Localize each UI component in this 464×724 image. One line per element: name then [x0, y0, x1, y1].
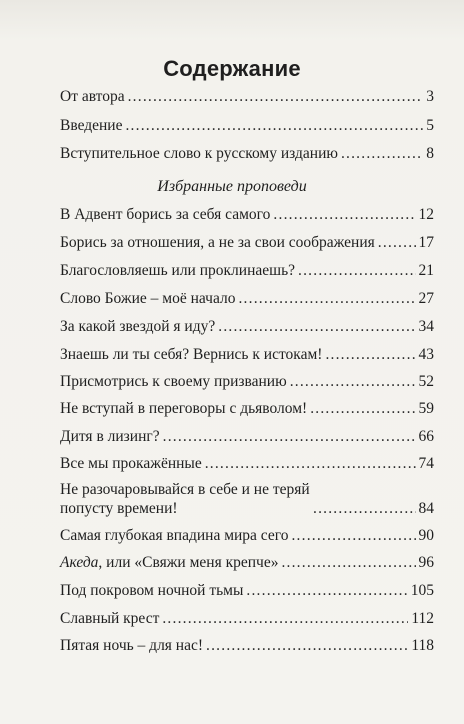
toc-entry-page: 66 [418, 428, 434, 445]
toc-entry [60, 318, 434, 336]
toc-entry [60, 428, 434, 446]
toc-entry-label: Борись за отношения, а не за свои соображения [60, 234, 375, 251]
toc-entry [60, 554, 434, 572]
toc-entry-label: Дитя в лизинг? [60, 428, 160, 445]
leader-dots [246, 582, 407, 600]
toc-entry-page: 34 [418, 318, 434, 335]
toc-entry [60, 145, 434, 163]
toc-entry-page: 74 [418, 455, 434, 472]
toc-entry [60, 455, 434, 473]
toc-entry [60, 400, 434, 418]
toc-entry [60, 117, 434, 135]
toc-entry-page: 96 [418, 554, 434, 571]
toc-entry-page: 105 [410, 582, 434, 599]
toc-entry [60, 206, 434, 224]
toc-entry-page: 43 [418, 346, 434, 363]
toc-entry-label: Знаешь ли ты себя? Вернись к истокам! [60, 346, 323, 363]
toc-entry-label: Вступительное слово к русскому изданию [60, 145, 338, 162]
toc-entry-page: 3 [426, 88, 434, 105]
toc-entry-label: Не вступай в переговоры с дьяволом! [60, 400, 308, 417]
toc-entry-page: 17 [418, 234, 434, 251]
leader-dots [281, 554, 415, 572]
toc-entry-page: 90 [418, 527, 434, 544]
leader-dots [378, 234, 416, 252]
toc-entry-label: Все мы прокажённые [60, 455, 202, 472]
leader-dots [238, 290, 415, 308]
toc-entry-label: Не разочаровывайся в себе и не теряй попусту времени! [60, 481, 310, 517]
leader-dots [313, 500, 416, 518]
toc-entry-label: Самая глубокая впадина мира сего [60, 527, 289, 544]
toc-entry-page: 59 [418, 400, 434, 417]
leader-dots [163, 428, 416, 446]
toc-entry-label: Под покровом ночной тьмы [60, 582, 244, 599]
leader-dots [162, 610, 408, 628]
toc-entry-label: Славный крест [60, 610, 160, 627]
leader-dots [128, 88, 424, 106]
toc-entry [60, 610, 434, 628]
toc-entry [60, 290, 434, 308]
leader-dots [310, 400, 415, 418]
toc-entry-page: 5 [426, 117, 434, 134]
leader-dots [325, 346, 415, 364]
toc-entry-label: Присмотрись к своему призванию [60, 373, 287, 390]
toc-entry [60, 637, 434, 655]
leader-dots [218, 318, 415, 336]
leader-dots [291, 527, 415, 545]
page-title: Содержание [163, 56, 301, 81]
toc-entry [60, 346, 434, 364]
toc-entry [60, 88, 434, 106]
toc-entry-label [60, 554, 278, 572]
leader-dots [205, 455, 416, 473]
toc-entry-label: От автора [60, 88, 125, 105]
toc-entry-label: За какой звездой я иду? [60, 318, 216, 335]
leader-dots [341, 145, 423, 163]
leader-dots [298, 262, 415, 280]
toc-entry-label-rest: , или «Свяжи меня крепче» [98, 554, 279, 571]
toc-entry [60, 582, 434, 600]
leader-dots [290, 373, 416, 391]
toc-entry [60, 373, 434, 391]
toc-entry [60, 262, 434, 280]
leader-dots [125, 117, 423, 135]
toc-entry-label: Слово Божие – моё начало [60, 290, 236, 307]
toc-entry [60, 527, 434, 545]
toc-entry [60, 480, 434, 518]
toc-entry-page: 112 [411, 610, 434, 627]
toc-entry-label: В Адвент борись за себя самого [60, 206, 271, 223]
toc-entry [60, 234, 434, 252]
toc-entry-page: 52 [418, 373, 434, 390]
toc-entry-page: 27 [418, 290, 434, 307]
toc-entry-page: 21 [418, 262, 434, 279]
toc-entry-label-italic: Акеда [60, 554, 99, 571]
leader-dots [206, 637, 408, 655]
toc-entry-page: 8 [426, 145, 434, 162]
toc-entry-label: Пятая ночь – для нас! [60, 637, 204, 654]
leader-dots [273, 206, 415, 224]
toc-entry-page: 118 [411, 637, 434, 654]
section-heading: Избранные проповеди [157, 178, 307, 195]
toc-entry-label: Благословляешь или проклинаешь? [60, 262, 296, 279]
toc-entry-page: 12 [418, 206, 434, 223]
toc-entry-label: Введение [60, 117, 123, 134]
toc-entry-page: 84 [418, 500, 434, 517]
